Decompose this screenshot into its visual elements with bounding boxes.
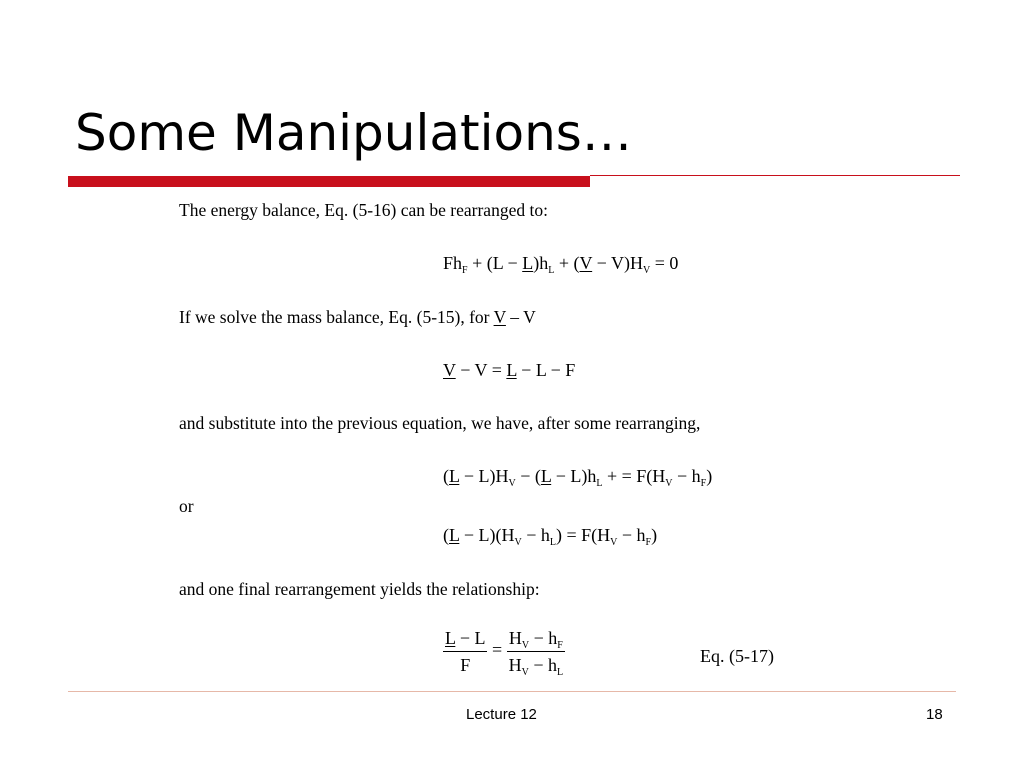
equation-rearranged: $(L - L)H_V - (L - L)h_L$ + = $F(H_V - h_F)$ [443, 466, 713, 489]
page-number: 18 [926, 706, 943, 723]
equation-factored: $(L - L)(H_V - h_L) = F(H_V - h_F)$ [443, 525, 658, 548]
equation-label: Eq. (5-17) [700, 646, 774, 666]
title-underline-bar [68, 176, 590, 187]
equation-final-relationship: $\frac{L - L}{F}$ = $\frac{H_V - h_F}{H_V - h_L}$ [445, 628, 564, 678]
paragraph-final: and one final rearrangement yields the relationship: [179, 579, 540, 599]
equation-mass-balance: V − V = L − L − F [443, 360, 576, 380]
footer-lecture: Lecture 12 [466, 706, 537, 723]
equation-energy-balance: $Fh_F + (L - L)h_L + (V - V)H_V = 0$ [443, 253, 679, 276]
paragraph-or: or [179, 496, 194, 516]
title-underline-thin [590, 175, 960, 176]
footer-divider [68, 691, 956, 692]
fraction-right: $\frac{H_V - h_F}{H_V - h_L}$ [508, 628, 564, 678]
paragraph-mass-balance: If we solve the mass balance, Eq. (5-15), for V – V [179, 307, 536, 327]
paragraph-substitute: and substitute into the previous equation, we have, after some rearranging, [179, 413, 701, 433]
slide-title: Some Manipulations… [75, 104, 632, 162]
fraction-left: $\frac{L - L}{F}$ [445, 628, 486, 675]
paragraph-energy-balance: The energy balance, Eq. (5-16) can be rearranged to: [179, 200, 548, 220]
